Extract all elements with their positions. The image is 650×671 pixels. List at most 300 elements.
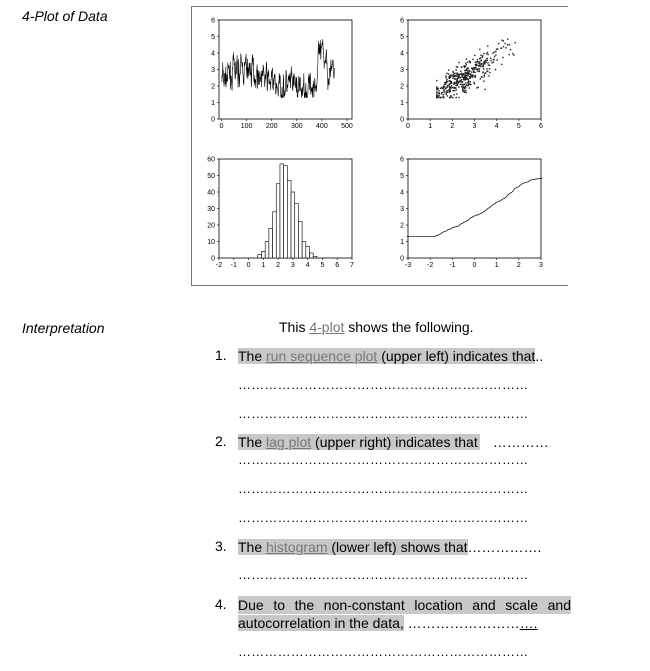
- lag-point: [480, 78, 481, 79]
- lag-point: [470, 81, 471, 82]
- hist-xtick-label: 3: [290, 262, 295, 269]
- lag-point: [489, 68, 490, 69]
- item-3-tail: …………….: [467, 539, 542, 555]
- lag-point: [451, 74, 452, 75]
- hist-xtick-label: 1: [261, 262, 266, 269]
- lag-point: [465, 87, 466, 88]
- histogram-bars: [258, 164, 317, 258]
- lag-point: [502, 57, 503, 58]
- lag-point: [450, 91, 451, 92]
- hist-xtick-label: 6: [335, 262, 340, 269]
- lag-point: [449, 89, 450, 90]
- item-4-dots-1: …………………………………………………………: [238, 644, 529, 659]
- lag-point: [462, 74, 463, 75]
- item-4-line-1: Due to the non-constant location and scale and: [238, 597, 571, 613]
- hist-ytick-label: 40: [207, 189, 215, 197]
- prob-ytick-label: 2: [400, 222, 404, 230]
- lag-point: [463, 74, 464, 75]
- prob-xtick-label: -3: [404, 262, 412, 269]
- lag-point: [456, 66, 457, 67]
- item-2-dots-3: …………………………………………………………: [238, 510, 529, 525]
- lag-point: [443, 94, 444, 95]
- lag-point: [477, 70, 478, 71]
- hist-xtick-label: 2: [276, 262, 281, 269]
- lag-point: [474, 76, 475, 77]
- prob-ytick-label: 3: [400, 206, 404, 213]
- lag-point: [455, 83, 456, 84]
- lag-point: [452, 87, 453, 88]
- lag-point: [468, 82, 469, 83]
- run-ytick-label: 6: [211, 17, 215, 25]
- lag-point: [467, 75, 468, 76]
- lag-xtick-label: 4: [494, 123, 499, 130]
- lag-point: [446, 94, 447, 95]
- lag-point: [461, 79, 462, 80]
- lag-point: [445, 88, 446, 89]
- lag-point: [449, 84, 450, 85]
- lag-point: [498, 43, 499, 44]
- item-1-dots-2: …………………………………………………………: [238, 406, 529, 421]
- lag-xtick-label: 1: [428, 123, 433, 130]
- item-3-pre: The: [238, 539, 267, 555]
- lag-point: [465, 75, 466, 76]
- lag-point: [464, 88, 465, 89]
- lag-point: [495, 69, 496, 70]
- lag-point: [450, 75, 451, 76]
- histogram-bar: [287, 180, 291, 258]
- lag-point: [465, 63, 466, 64]
- lag-point: [448, 73, 449, 74]
- lag-point: [475, 75, 476, 76]
- lag-point: [436, 92, 437, 93]
- lag-point: [475, 64, 476, 65]
- hist-ytick-label: 50: [207, 173, 215, 180]
- lag-point: [455, 69, 456, 70]
- lag-point: [480, 55, 481, 56]
- lag-point: [492, 52, 493, 53]
- lag-point: [470, 74, 471, 75]
- lag-point: [474, 72, 475, 73]
- lag-point: [477, 59, 478, 60]
- lag-point: [477, 87, 478, 88]
- prob-xtick-label: 1: [494, 262, 499, 269]
- lag-point: [460, 71, 461, 72]
- lag-point: [446, 79, 447, 80]
- prob-ytick-label: 6: [400, 156, 404, 164]
- lag-point: [490, 60, 491, 61]
- lag-point: [456, 75, 457, 76]
- lag-point: [476, 87, 477, 88]
- lag-xtick-label: 5: [516, 123, 521, 130]
- lag-point: [507, 38, 508, 39]
- lag-point: [487, 59, 488, 60]
- lag-point: [474, 55, 475, 56]
- lag-point: [454, 76, 455, 77]
- lag-point: [445, 75, 446, 76]
- hist-xtick-label: 0: [246, 262, 251, 269]
- lag-ytick-label: 6: [400, 17, 404, 25]
- lag-point: [487, 52, 488, 53]
- lag-point: [450, 87, 451, 88]
- lag-point: [461, 67, 462, 68]
- lag-point: [466, 64, 467, 65]
- lag-point: [479, 49, 480, 50]
- lag-point: [465, 72, 466, 73]
- lag-point: [445, 77, 446, 78]
- lag-point: [454, 87, 455, 88]
- lag-point: [495, 51, 496, 52]
- lag-point: [447, 95, 448, 96]
- lag-point: [480, 66, 481, 67]
- prob-xtick-label: -2: [427, 262, 434, 269]
- lag-point: [457, 67, 458, 68]
- histogram-bar: [310, 253, 314, 258]
- lag-point: [464, 84, 465, 85]
- lag-point: [459, 74, 460, 75]
- lag-point: [469, 62, 470, 63]
- item-2-number: 2.: [215, 433, 227, 449]
- lag-point: [484, 76, 485, 77]
- lag-point: [445, 84, 446, 85]
- item-4-tail: ……………………: [403, 615, 520, 631]
- lag-point: [465, 86, 466, 87]
- lag-point: [453, 74, 454, 75]
- histogram-bar: [298, 222, 302, 258]
- intro-pre: This: [279, 319, 310, 335]
- lag-point: [482, 55, 483, 56]
- lag-point: [512, 53, 513, 54]
- lag-point: [458, 86, 459, 87]
- histogram-link[interactable]: histogram: [266, 539, 328, 555]
- lag-point: [475, 61, 476, 62]
- lag-point: [505, 43, 506, 44]
- lag-point: [441, 93, 442, 94]
- lag-point: [494, 56, 495, 57]
- lag-point: [481, 76, 482, 77]
- lag-point: [489, 72, 490, 73]
- lag-point: [466, 92, 467, 93]
- lag-point: [491, 62, 492, 63]
- lag-point: [456, 97, 457, 98]
- lag-point: [472, 59, 473, 60]
- lag-point: [463, 87, 464, 88]
- lag-point: [477, 61, 478, 62]
- lag-point: [436, 97, 437, 98]
- item-4-line-2: autocorrelation in the data,: [238, 615, 404, 631]
- lag-point: [444, 92, 445, 93]
- lag-xtick-label: 3: [472, 123, 477, 130]
- lag-point: [503, 46, 504, 47]
- hist-xtick-label: 4: [305, 262, 310, 269]
- lag-point: [450, 97, 451, 98]
- lag-point: [457, 78, 458, 79]
- prob-xtick-label: -1: [449, 262, 456, 269]
- prob-xtick-label: 0: [472, 262, 477, 269]
- run-ytick-label: 3: [211, 67, 215, 74]
- lag-point: [462, 89, 463, 90]
- lag-point: [456, 80, 457, 81]
- lag-point: [503, 40, 504, 41]
- item-1-number: 1.: [215, 347, 227, 363]
- run-xtick-label: 100: [240, 123, 253, 130]
- lag-point: [467, 78, 468, 79]
- lag-point: [457, 85, 458, 86]
- run-xtick-label: 200: [265, 123, 278, 130]
- lag-point: [461, 81, 462, 82]
- lag-point: [478, 71, 479, 72]
- lag-point: [465, 90, 466, 91]
- lag-point: [452, 97, 453, 98]
- lag-point: [460, 84, 461, 85]
- section-label-4plot: 4-Plot of Data: [22, 8, 108, 24]
- lag-point: [487, 45, 488, 46]
- lag-point: [456, 79, 457, 80]
- lag-point: [509, 54, 510, 55]
- item-2-pre: The: [238, 434, 267, 450]
- prob-ytick-label: 0: [400, 255, 404, 263]
- item-1-pre: The: [238, 348, 267, 364]
- histogram-bar: [302, 242, 306, 259]
- run-ytick-label: 1: [211, 100, 215, 107]
- item-3-text: [238, 538, 541, 556]
- lag-point: [477, 62, 478, 63]
- lag-point: [483, 64, 484, 65]
- lag-point: [469, 78, 470, 79]
- hist-ytick-label: 10: [207, 239, 215, 246]
- lag-point: [483, 80, 484, 81]
- lag-point: [466, 84, 467, 85]
- run-xtick-label: 400: [316, 123, 328, 130]
- hist-ytick-label: 60: [207, 156, 215, 164]
- lag-point: [466, 69, 467, 70]
- lag-ytick-label: 4: [400, 50, 404, 58]
- lag-plot-link[interactable]: lag plot: [266, 434, 312, 450]
- lag-point: [446, 81, 447, 82]
- lag-point: [486, 68, 487, 69]
- lag-point: [438, 90, 439, 91]
- lag-point: [486, 61, 487, 62]
- lag-point: [458, 76, 459, 77]
- lag-point: [495, 54, 496, 55]
- item-1-text: [238, 347, 543, 365]
- prob-ytick-label: 4: [400, 189, 404, 197]
- histogram-bar: [291, 192, 295, 258]
- item-2-post: (upper right) indicates that: [311, 434, 478, 450]
- lag-point: [484, 75, 485, 76]
- prob-xtick-label: 3: [539, 262, 543, 269]
- item-1-tail: ..: [535, 348, 544, 364]
- lag-point: [453, 94, 454, 95]
- lag-point: [473, 67, 474, 68]
- hist-xtick-label: 5: [320, 262, 325, 269]
- lag-point: [440, 97, 441, 98]
- lag-point: [441, 92, 442, 93]
- prob-ytick-label: 5: [400, 173, 404, 180]
- lag-point: [472, 68, 473, 69]
- run-ytick-label: 4: [211, 50, 215, 58]
- lag-point: [436, 87, 437, 88]
- item-1-post: (upper left) indicates that: [377, 348, 536, 364]
- lag-point: [444, 84, 445, 85]
- lag-point: [446, 73, 447, 74]
- lag-point: [487, 62, 488, 63]
- probability-line: [407, 178, 543, 236]
- lag-point: [445, 91, 446, 92]
- lag-point: [458, 62, 459, 63]
- lag-points: [436, 38, 516, 98]
- lag-point: [458, 97, 459, 98]
- hist-xtick-label: -1: [230, 262, 237, 269]
- run-sequence-plot: [211, 18, 353, 131]
- lag-point: [463, 79, 464, 80]
- lag-point: [465, 79, 466, 80]
- lag-point: [469, 73, 470, 74]
- lag-point: [438, 96, 439, 97]
- lag-point: [490, 58, 491, 59]
- lag-point: [459, 80, 460, 81]
- lag-point: [483, 68, 484, 69]
- lag-point: [436, 96, 437, 97]
- lag-point: [436, 80, 437, 81]
- lag-point: [474, 83, 475, 84]
- lag-point: [496, 49, 497, 50]
- hist-ytick-label: 30: [207, 206, 215, 213]
- run-xtick-label: 300: [290, 123, 303, 130]
- item-2-text: [238, 433, 549, 451]
- lag-point: [469, 76, 470, 77]
- lag-point: [493, 59, 494, 60]
- lag-point: [440, 88, 441, 89]
- histogram-plot: [207, 157, 354, 270]
- intro-post: shows the following.: [344, 319, 474, 335]
- lag-point: [454, 78, 455, 79]
- lag-point: [450, 77, 451, 78]
- four-plot-svg: [191, 6, 571, 286]
- lag-point: [467, 62, 468, 63]
- lag-point: [472, 69, 473, 70]
- normal-probability-plot: [400, 157, 543, 270]
- lag-point: [465, 78, 466, 79]
- hist-ytick-label: 20: [207, 222, 215, 230]
- lag-point: [456, 93, 457, 94]
- lag-point: [482, 56, 483, 57]
- lag-point: [494, 51, 495, 52]
- lag-point: [480, 57, 481, 58]
- section-label-interpretation: Interpretation: [22, 320, 105, 336]
- lag-point: [471, 71, 472, 72]
- lag-xtick-label: 2: [450, 123, 455, 130]
- lag-point: [483, 53, 484, 54]
- histogram-bar: [273, 212, 277, 258]
- lag-point: [452, 90, 453, 91]
- prob-xtick-label: 2: [516, 262, 521, 269]
- run-xtick-label: 500: [341, 123, 353, 130]
- lag-point: [486, 58, 487, 59]
- lag-point: [507, 44, 508, 45]
- item-2-dots-1: …………………………………………………………: [238, 452, 529, 467]
- run-ytick-label: 5: [211, 34, 215, 41]
- lag-point: [456, 89, 457, 90]
- lag-point: [442, 87, 443, 88]
- lag-point: [476, 68, 477, 69]
- lag-point: [460, 73, 461, 74]
- hist-ytick-label: 0: [211, 255, 215, 263]
- histogram-bar: [306, 246, 310, 258]
- lag-point: [452, 71, 453, 72]
- lag-point: [444, 86, 445, 87]
- lag-point: [501, 40, 502, 41]
- hist-xtick-label: 7: [350, 262, 354, 269]
- lag-ytick-label: 0: [400, 116, 404, 124]
- lag-point: [497, 48, 498, 49]
- lag-point: [460, 77, 461, 78]
- histogram-bar: [280, 164, 284, 258]
- run-xtick-label: 0: [219, 123, 224, 130]
- lag-point: [488, 64, 489, 65]
- item-3-dots-1: …………………………………………………………: [238, 567, 529, 582]
- item-4-number: 4.: [215, 596, 227, 612]
- lag-point: [450, 81, 451, 82]
- lag-point: [464, 70, 465, 71]
- run-sequence-plot-link[interactable]: run sequence plot: [266, 348, 378, 364]
- lag-point: [450, 95, 451, 96]
- lag-point: [458, 82, 459, 83]
- lag-point: [443, 89, 444, 90]
- lag-point: [448, 69, 449, 70]
- lag-point: [456, 72, 457, 73]
- lag-point: [466, 58, 467, 59]
- lag-point: [509, 44, 510, 45]
- histogram-bar: [269, 228, 273, 258]
- lag-point: [438, 93, 439, 94]
- lag-point: [480, 64, 481, 65]
- lag-point: [444, 82, 445, 83]
- lag-point: [501, 64, 502, 65]
- lag-point: [486, 71, 487, 72]
- histogram-bar: [284, 166, 288, 258]
- lag-point: [500, 48, 501, 49]
- lag-point: [475, 65, 476, 66]
- lag-point: [464, 67, 465, 68]
- lag-point: [463, 77, 464, 78]
- lag-point: [469, 87, 470, 88]
- lag-point: [452, 78, 453, 79]
- lag-point: [497, 59, 498, 60]
- lag-point: [478, 65, 479, 66]
- lag-point: [465, 82, 466, 83]
- item-2-tail: …………: [492, 434, 549, 450]
- lag-point: [505, 47, 506, 48]
- lag-point: [454, 73, 455, 74]
- four-plot-link[interactable]: 4-plot: [309, 319, 345, 335]
- histogram-bar: [258, 255, 262, 258]
- lag-point: [467, 67, 468, 68]
- lag-ytick-label: 2: [400, 83, 404, 91]
- item-2-dots-2: …………………………………………………………: [238, 481, 529, 496]
- lag-point: [438, 95, 439, 96]
- lag-point: [484, 73, 485, 74]
- lag-point: [461, 86, 462, 87]
- lag-ytick-label: 5: [400, 34, 404, 41]
- lag-point: [451, 85, 452, 86]
- item-4-tail-link[interactable]: ….: [519, 615, 538, 631]
- histogram-bar: [261, 251, 265, 258]
- intro-text: [279, 318, 474, 336]
- lag-point: [447, 92, 448, 93]
- lag-point: [462, 84, 463, 85]
- lag-point: [473, 71, 474, 72]
- lag-point: [479, 63, 480, 64]
